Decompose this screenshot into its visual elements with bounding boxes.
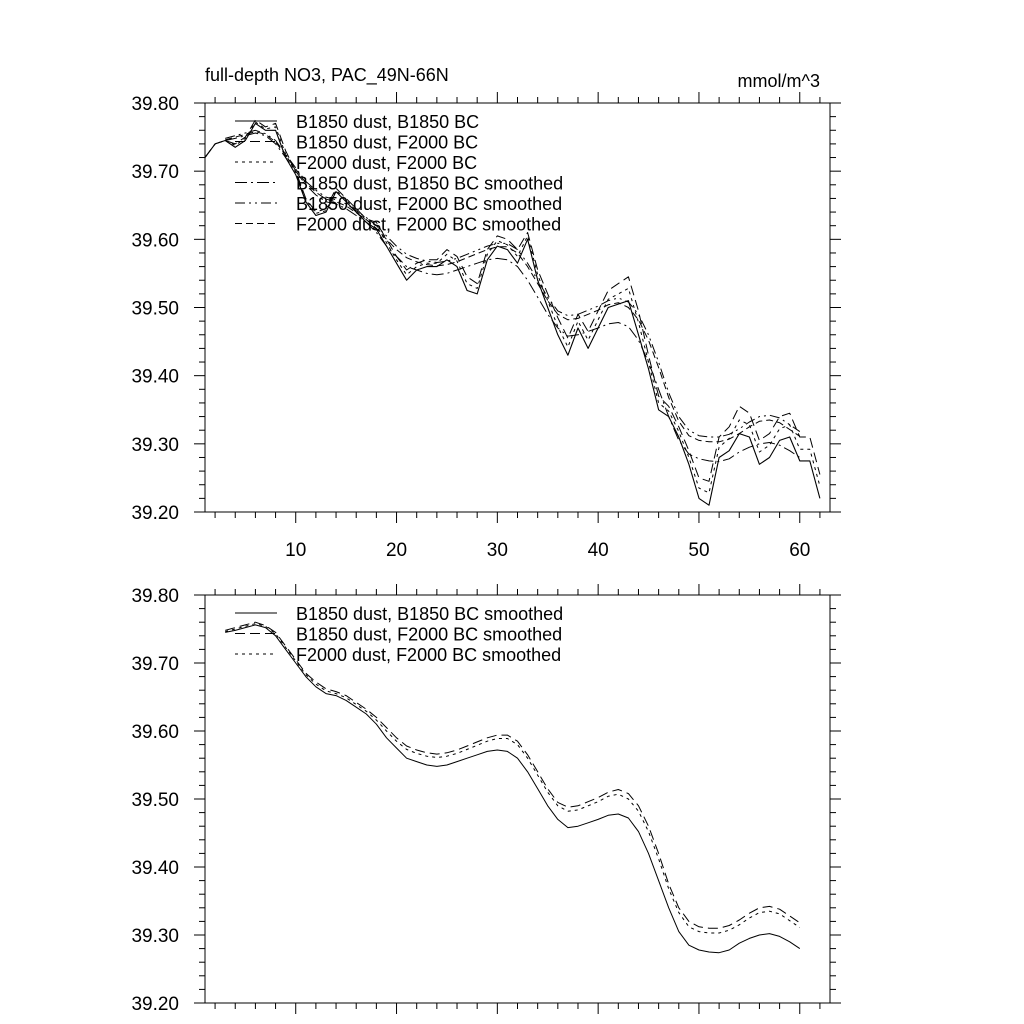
y-tick-label: 39.60 [131,230,179,252]
x-tick-label: 10 [285,540,307,561]
bottom-panel [131,584,841,1015]
x-tick-label: 20 [385,540,408,561]
chart-units: mmol/m^3 [737,71,820,91]
top-panel [131,65,841,561]
y-tick-label: 39.70 [131,654,179,675]
y-tick-label: 39.40 [131,858,179,879]
y-tick-label: 39.80 [131,94,179,115]
y-tick-label: 39.70 [131,162,179,184]
y-tick-label: 39.50 [131,298,179,320]
y-tick-label: 39.30 [131,434,179,456]
x-tick-label: 30 [486,540,508,561]
y-tick-label: 39.30 [131,926,179,947]
legend-label: B1850 dust, F2000 BC smoothed [296,624,563,645]
legend-label: B1850 dust, F2000 BC smoothed [296,194,563,214]
legend-label: B1850 dust, F2000 BC [296,132,479,153]
y-tick-label: 39.80 [131,586,179,607]
legend-label: F2000 dust, F2000 BC [296,153,478,173]
x-tick-label: 60 [789,540,811,561]
y-tick-label: 39.20 [131,503,179,524]
x-tick-label: 40 [587,540,609,561]
y-tick-label: 39.50 [131,790,179,811]
x-tick-label: 50 [688,540,710,561]
legend-label: B1850 dust, B1850 BC smoothed [296,173,564,194]
series-line [225,624,800,933]
legend-label: B1850 dust, B1850 BC smoothed [296,604,564,624]
y-tick-label: 39.40 [131,366,179,388]
chart-title: full-depth NO3, PAC_49N-66N [205,65,449,85]
legend-label: F2000 dust, F2000 BC smoothed [296,214,562,235]
series-line [225,625,800,953]
series-line [225,622,800,928]
legend-label: B1850 dust, B1850 BC [296,112,480,132]
y-tick-label: 39.20 [131,994,179,1015]
y-tick-label: 39.60 [131,722,179,743]
legend-label: F2000 dust, F2000 BC smoothed [296,645,562,665]
